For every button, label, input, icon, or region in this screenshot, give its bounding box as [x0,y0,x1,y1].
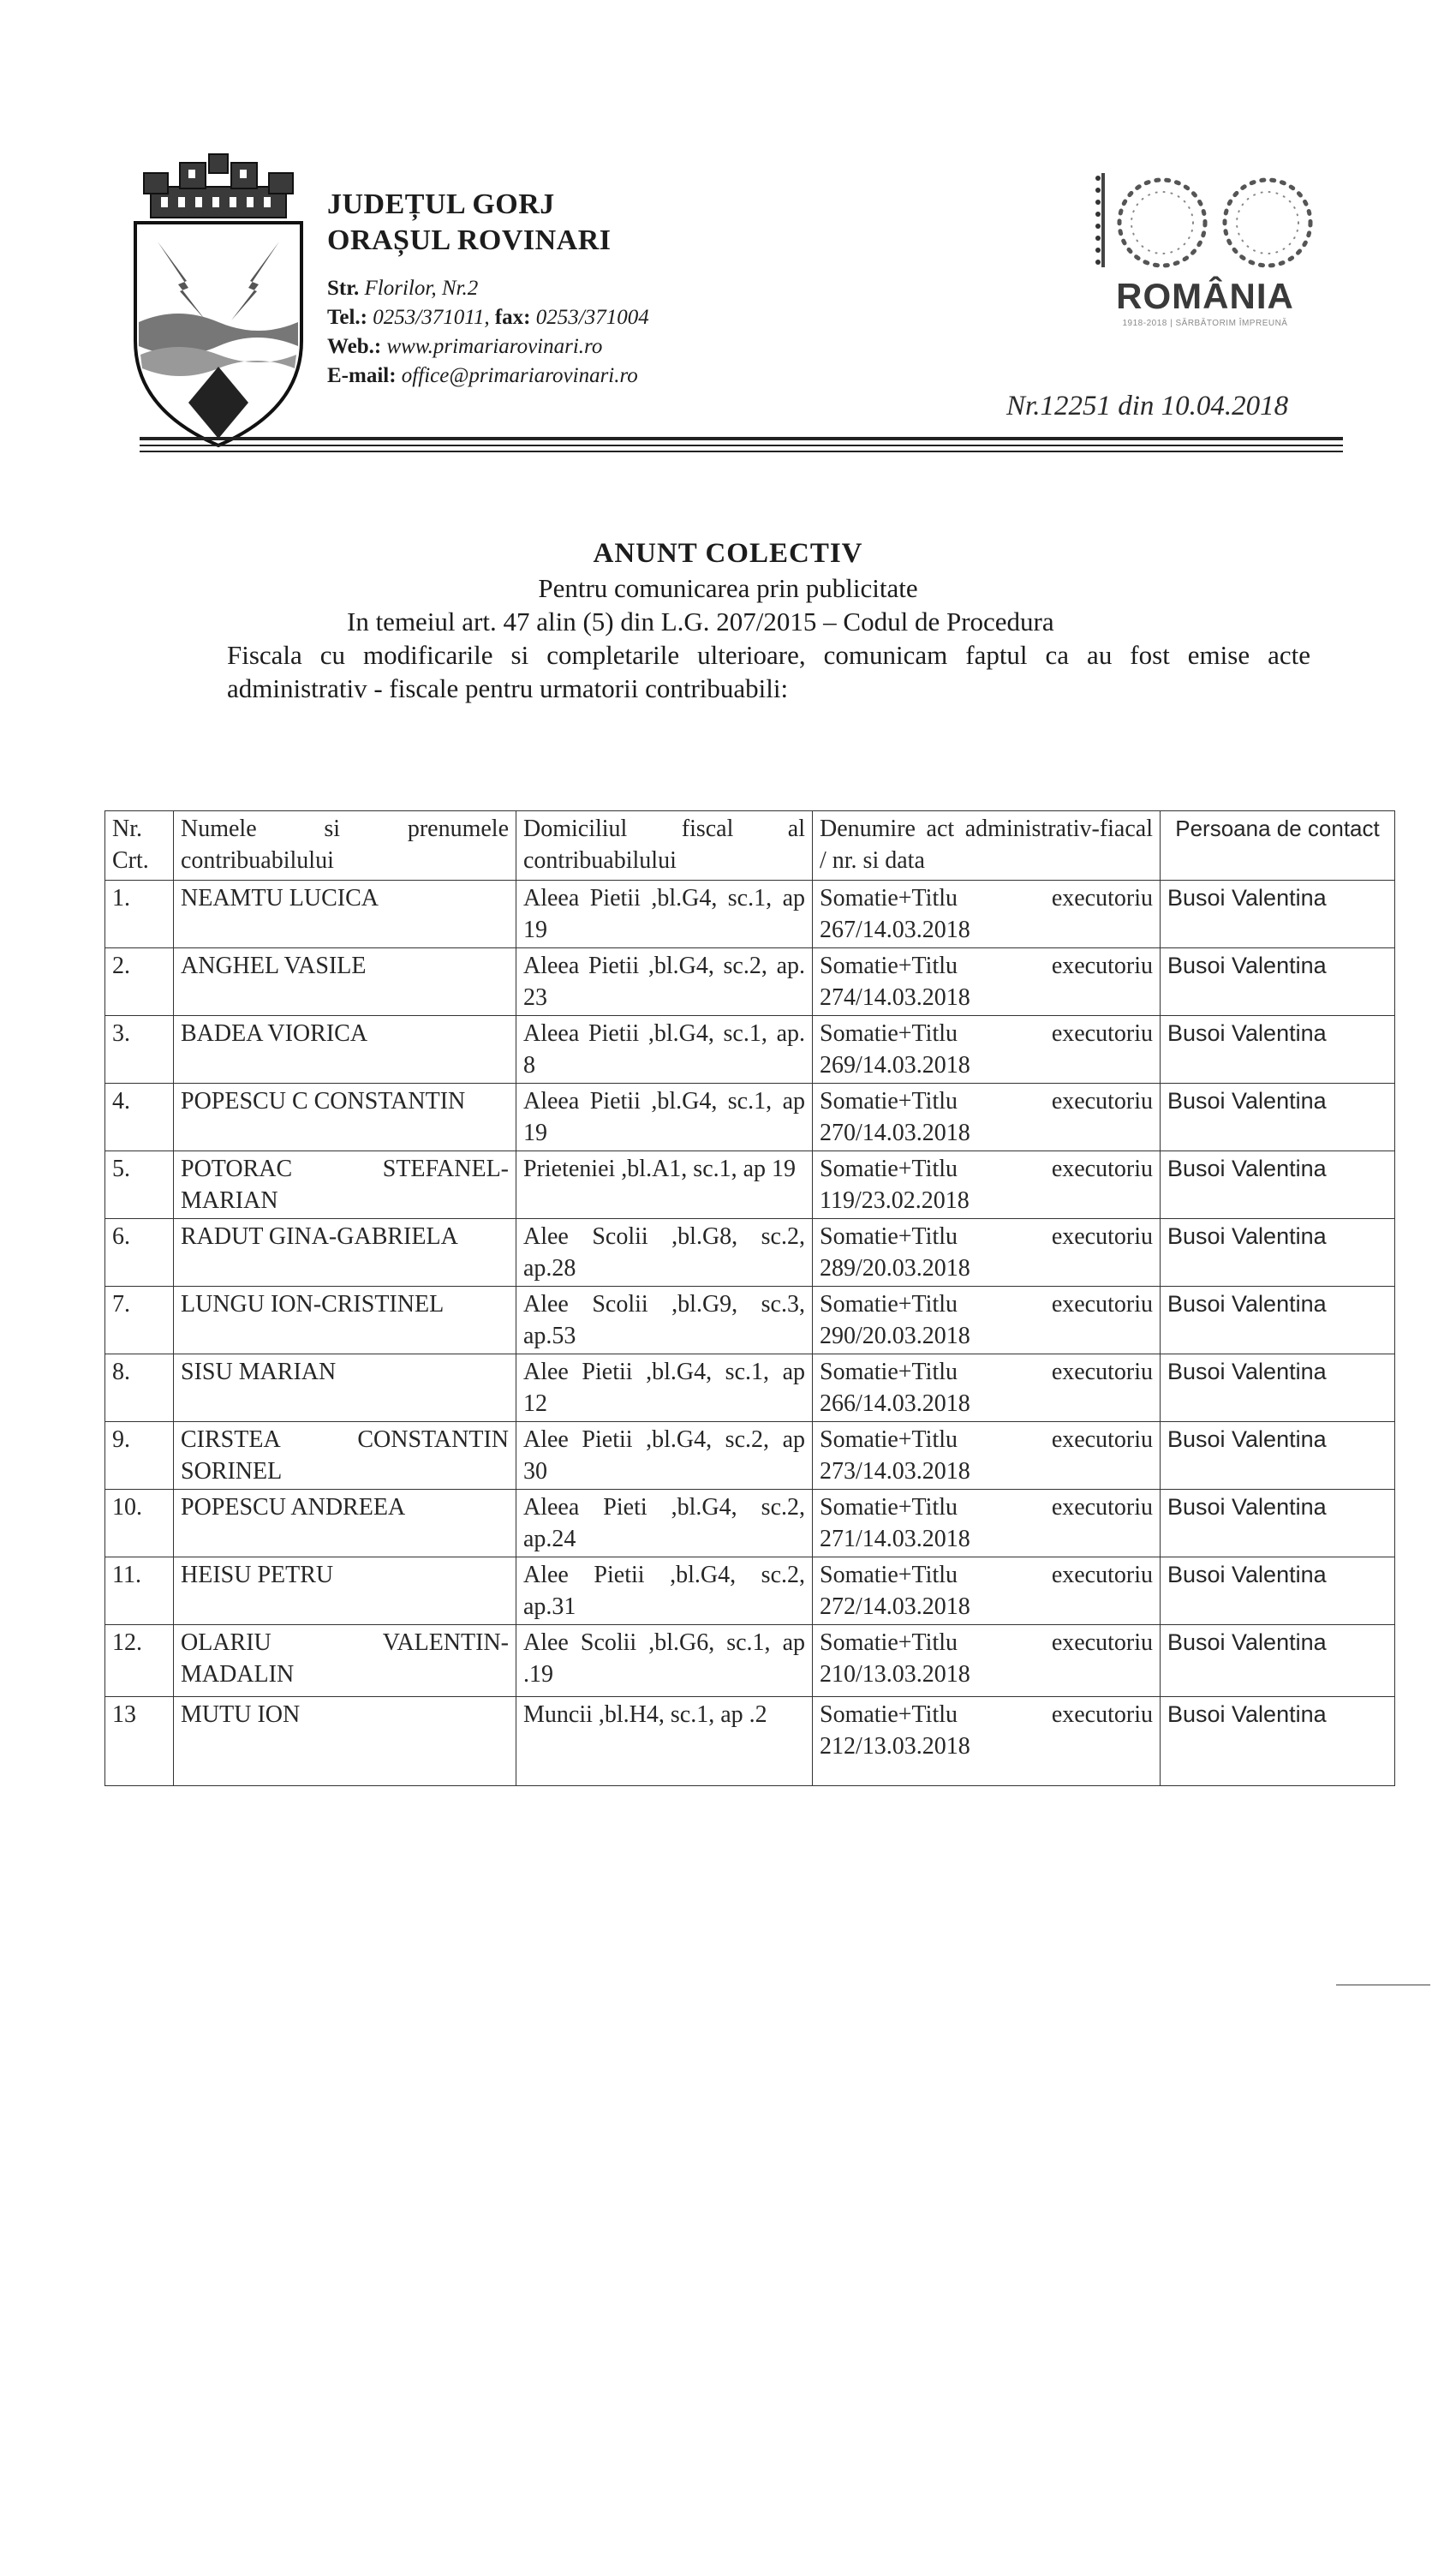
cell-contact: Busoi Valentina [1161,1084,1395,1151]
cell-name: MUTU ION [174,1697,516,1786]
cell-contact: Busoi Valentina [1161,1219,1395,1287]
cell-contact: Busoi Valentina [1161,1016,1395,1084]
phone-line: Tel.: 0253/371011, fax: 0253/371004 [327,306,649,329]
cell-nr: 6. [105,1219,174,1287]
table-row [105,881,1395,948]
table-row [105,1697,1395,1786]
table-row [105,1016,1395,1084]
cell-address: Alee Pietii ,bl.G4, sc.2, ap 30 [516,1422,813,1490]
cell-nr: 7. [105,1287,174,1354]
cell-name: OLARIU VALENTIN-MADALIN [174,1625,516,1697]
cell-contact: Busoi Valentina [1161,1557,1395,1625]
romania-wordmark: ROMÂNIA [1116,276,1294,316]
cell-act: Somatie+Titlu executoriu 289/20.03.2018 [813,1219,1161,1287]
cell-act: Somatie+Titlu executoriu 119/23.02.2018 [813,1151,1161,1219]
cell-name: LUNGU ION-CRISTINEL [174,1287,516,1354]
table-row [105,1422,1395,1490]
header-address: Domiciliul fiscal al contribuabilului [516,811,813,881]
table-row [105,1490,1395,1557]
announcement-title: ANUNT COLECTIV [593,538,863,569]
cell-address: Aleea Pietii ,bl.G4, sc.1, ap 19 [516,881,813,948]
cell-nr: 12. [105,1625,174,1697]
cell-contact: Busoi Valentina [1161,948,1395,1016]
cell-name: SISU MARIAN [174,1354,516,1422]
table-row [105,1084,1395,1151]
cell-address: Aleea Pietii ,bl.G4, sc.1, ap 19 [516,1084,813,1151]
cell-address: Alee Scolii ,bl.G8, sc.2, ap.28 [516,1219,813,1287]
cell-name: RADUT GINA-GABRIELA [174,1219,516,1287]
cell-name: BADEA VIORICA [174,1016,516,1084]
town-name: ORAȘUL ROVINARI [327,224,612,256]
cell-nr: 8. [105,1354,174,1422]
registration-number: Nr.12251 din 10.04.2018 [1006,391,1289,421]
cell-address: Aleea Pietii ,bl.G4, sc.1, ap. 8 [516,1016,813,1084]
cell-act: Somatie+Titlu executoriu 290/20.03.2018 [813,1287,1161,1354]
scan-edge-line [1336,1984,1430,1986]
taxpayers-table-wrap [104,810,1395,1786]
rovinari-coat-of-arms-icon [127,152,310,449]
cell-act: Somatie+Titlu executoriu 274/14.03.2018 [813,948,1161,1016]
cell-nr: 11. [105,1557,174,1625]
cell-nr: 5. [105,1151,174,1219]
cell-act: Somatie+Titlu executoriu 266/14.03.2018 [813,1354,1161,1422]
cell-contact: Busoi Valentina [1161,1625,1395,1697]
cell-name: POPESCU C CONSTANTIN [174,1084,516,1151]
cell-nr: 4. [105,1084,174,1151]
cell-act: Somatie+Titlu executoriu 269/14.03.2018 [813,1016,1161,1084]
table-row [105,1354,1395,1422]
cell-nr: 13 [105,1697,174,1786]
table-row [105,1219,1395,1287]
header-nr: Nr. Crt. [105,811,174,881]
cell-act: Somatie+Titlu executoriu 272/14.03.2018 [813,1557,1161,1625]
cell-contact: Busoi Valentina [1161,1354,1395,1422]
cell-name: POTORAC STEFANEL-MARIAN [174,1151,516,1219]
cell-contact: Busoi Valentina [1161,881,1395,948]
cell-contact: Busoi Valentina [1161,1287,1395,1354]
header-contact: Persoana de contact [1161,811,1395,881]
cell-contact: Busoi Valentina [1161,1697,1395,1786]
header-name: Numele si prenumele contribuabilului [174,811,516,881]
cell-name: CIRSTEA CONSTANTIN SORINEL [174,1422,516,1490]
romania-tagline: 1918-2018 | SĂRBĂTORIM ÎMPREUNĂ [1122,319,1288,328]
header-divider [140,451,1343,452]
announcement-title-block [0,538,1456,604]
website-link[interactable]: www.primariarovinari.ro [386,335,603,358]
cell-name: NEAMTU LUCICA [174,881,516,948]
cell-contact: Busoi Valentina [1161,1151,1395,1219]
taxpayers-table [104,810,1395,1786]
cell-address: Prieteniei ,bl.A1, sc.1, ap 19 [516,1151,813,1219]
table-row [105,1625,1395,1697]
cell-act: Somatie+Titlu executoriu 267/14.03.2018 [813,881,1161,948]
cell-address: Aleea Pieti ,bl.G4, sc.2, ap.24 [516,1490,813,1557]
cell-nr: 3. [105,1016,174,1084]
cell-address: Aleea Pietii ,bl.G4, sc.2, ap. 23 [516,948,813,1016]
street-line: Str. Florilor, Nr.2 [327,277,479,300]
cell-address: Alee Scolii ,bl.G9, sc.3, ap.53 [516,1287,813,1354]
institution-header [327,190,649,386]
intro-paragraph [227,605,1310,705]
header-divider [140,445,1343,446]
cell-address: Muncii ,bl.H4, sc.1, ap .2 [516,1697,813,1786]
table-row [105,1557,1395,1625]
table-header-row [105,811,1395,881]
intro-line-legal-basis: In temeiul art. 47 alin (5) din L.G. 207/2015 – Codul de Procedura [347,607,1054,637]
cell-contact: Busoi Valentina [1161,1422,1395,1490]
cell-act: Somatie+Titlu executoriu 210/13.03.2018 [813,1625,1161,1697]
announcement-subtitle: Pentru comunicarea prin publicitate [538,573,918,603]
table-row [105,1151,1395,1219]
cell-address: Alee Pietii ,bl.G4, sc.1, ap 12 [516,1354,813,1422]
cell-name: ANGHEL VASILE [174,948,516,1016]
cell-act: Somatie+Titlu executoriu 271/14.03.2018 [813,1490,1161,1557]
header-act: Denumire act administrativ-fiacal / nr. si data [813,811,1161,881]
web-line: Web.: www.primariarovinari.ro [327,335,603,358]
cell-name: POPESCU ANDREEA [174,1490,516,1557]
cell-nr: 9. [105,1422,174,1490]
email-link[interactable]: office@primariarovinari.ro [401,364,638,387]
romania-centenary-logo-icon [1081,161,1329,281]
table-row [105,948,1395,1016]
cell-address: Alee Scolii ,bl.G6, sc.1, ap .19 [516,1625,813,1697]
cell-address: Alee Pietii ,bl.G4, sc.2, ap.31 [516,1557,813,1625]
cell-act: Somatie+Titlu executoriu 270/14.03.2018 [813,1084,1161,1151]
cell-act: Somatie+Titlu executoriu 273/14.03.2018 [813,1422,1161,1490]
table-row [105,1287,1395,1354]
header-divider [140,437,1343,440]
cell-nr: 2. [105,948,174,1016]
cell-nr: 1. [105,881,174,948]
email-line: E-mail: office@primariarovinari.ro [327,364,638,387]
cell-contact: Busoi Valentina [1161,1490,1395,1557]
county-name: JUDEȚUL GORJ [327,188,555,220]
cell-name: HEISU PETRU [174,1557,516,1625]
cell-act: Somatie+Titlu executoriu 212/13.03.2018 [813,1697,1161,1786]
cell-nr: 10. [105,1490,174,1557]
intro-line-body: Fiscala cu modificarile si completarile ulterioare, comunicam faptul ca au fost emise acte administrativ - fiscale pentru urmatorii contribuabili: [227,640,1310,703]
